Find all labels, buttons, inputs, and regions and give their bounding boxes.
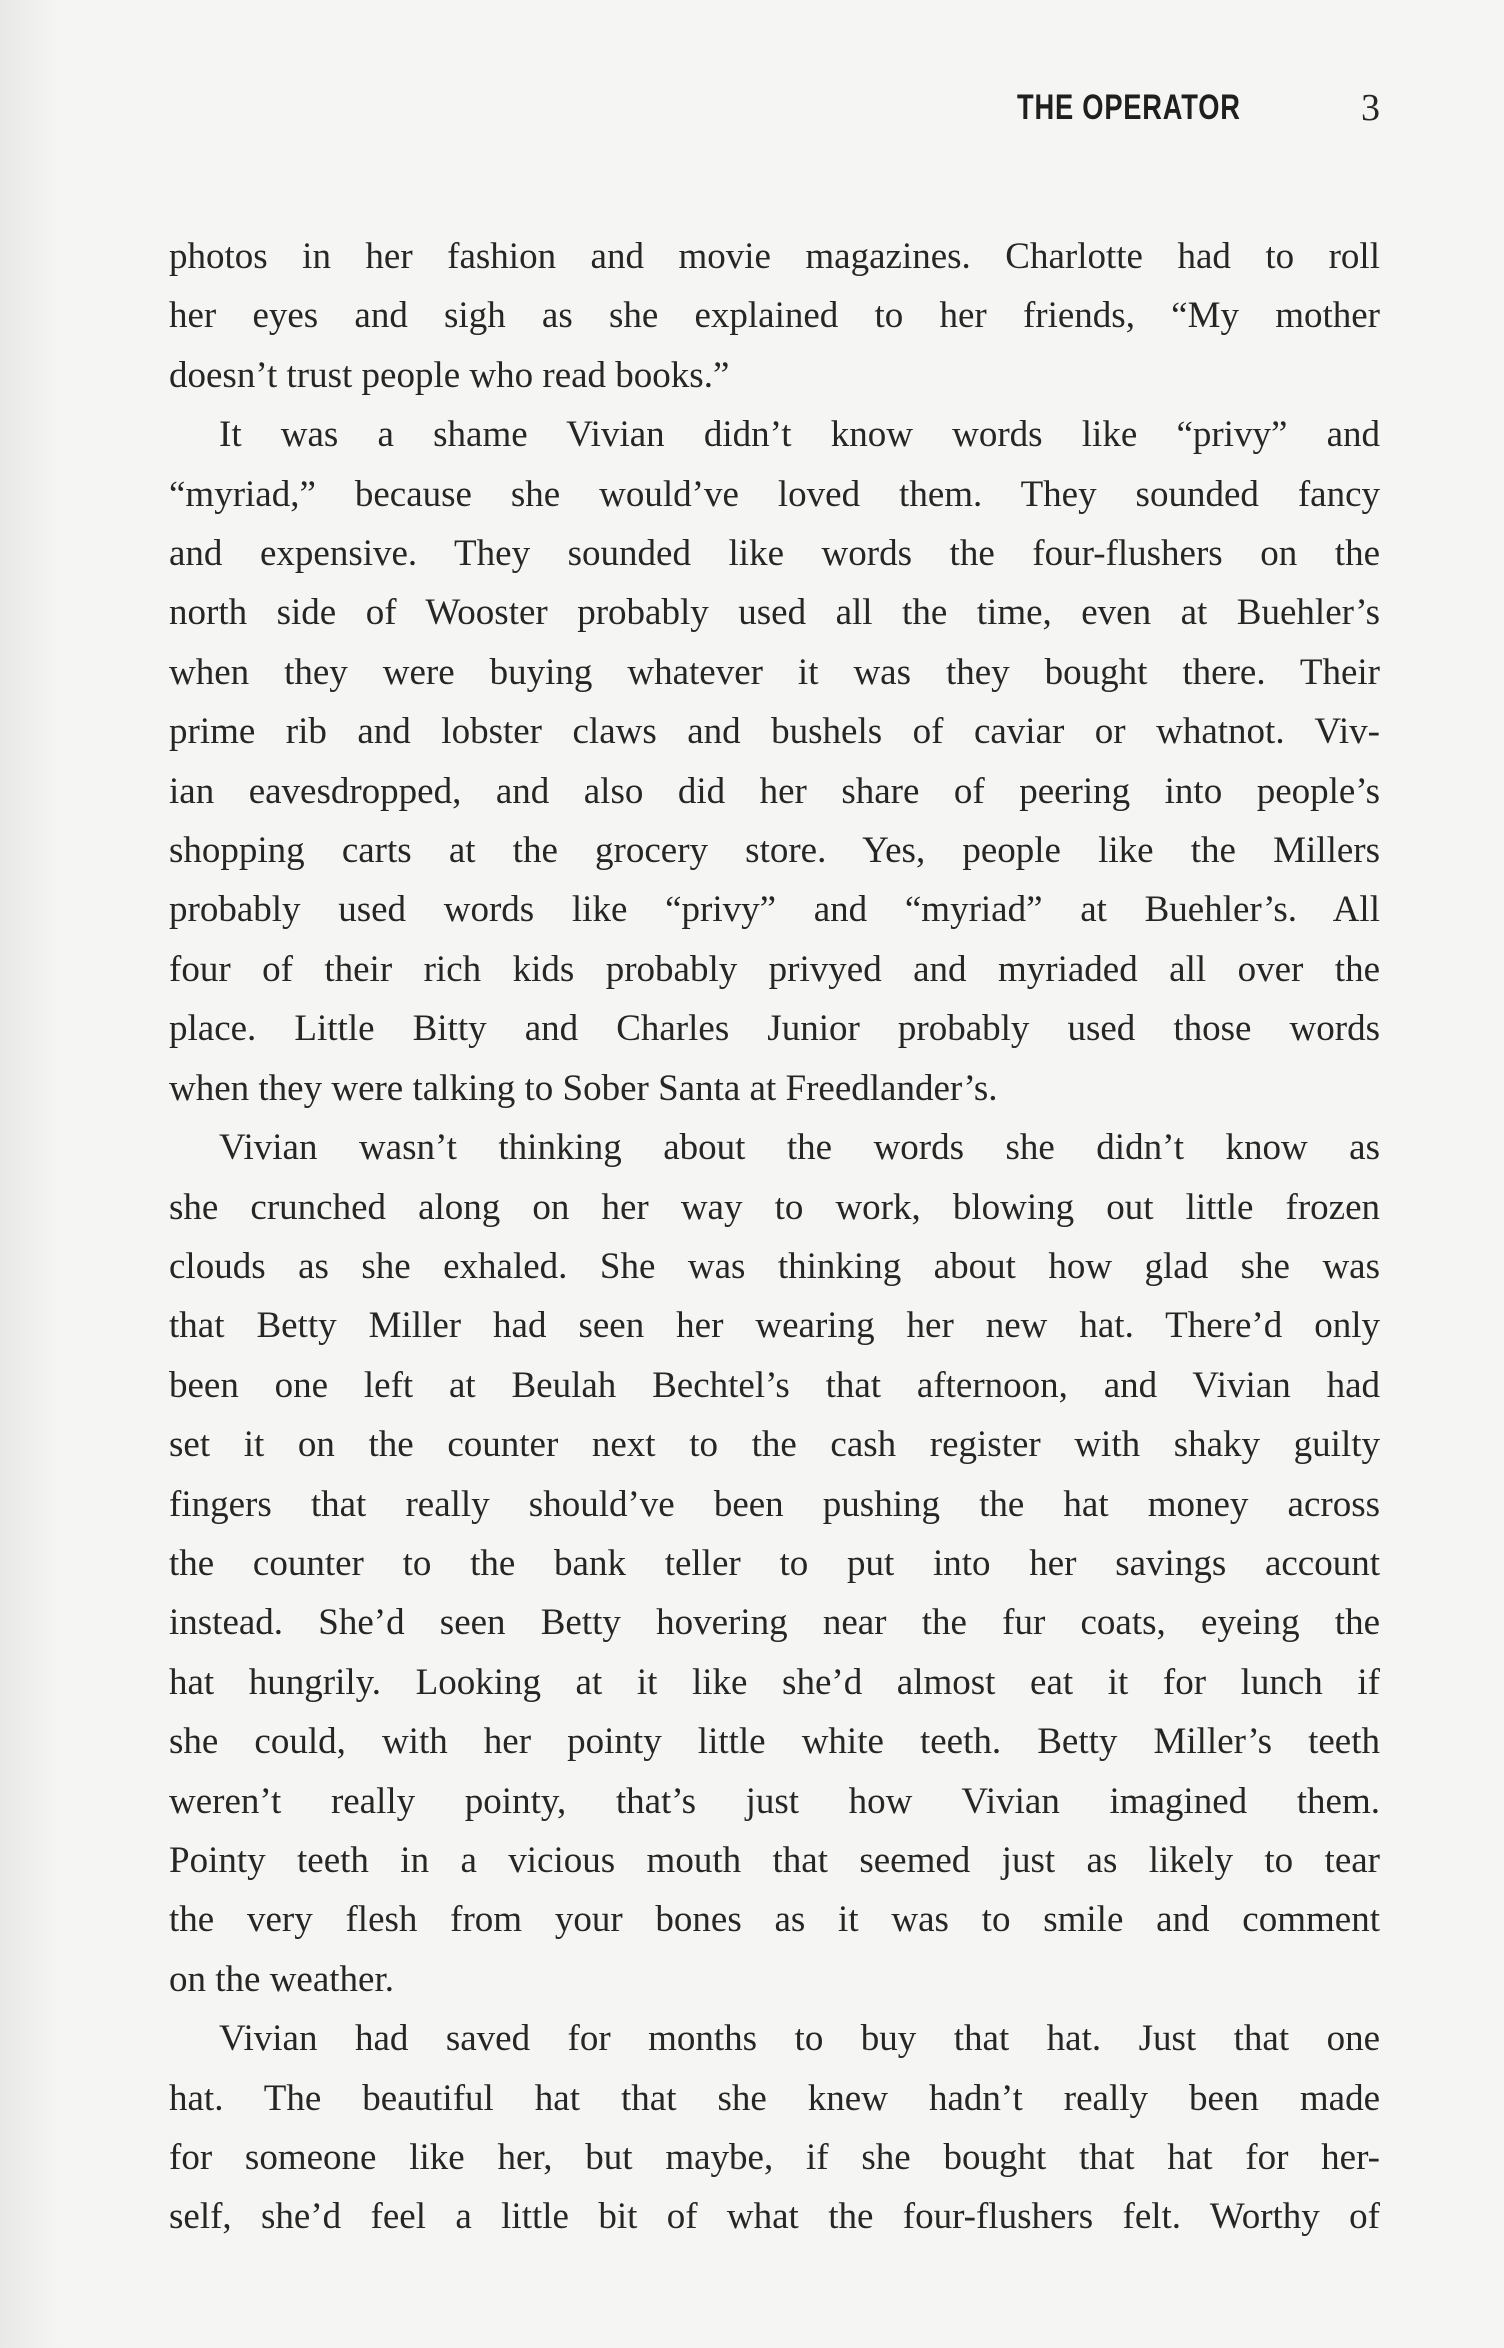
running-title: THE OPERATOR	[1017, 88, 1241, 127]
text-line: Pointy teeth in a vicious mouth that seemed just as likely to tear	[169, 1839, 1380, 1881]
text-line: been one left at Beulah Bechtel’s that afternoon, and Vivian had	[169, 1364, 1380, 1406]
text-line: when they were talking to Sober Santa at Freedlander’s.	[169, 1067, 998, 1109]
text-line: place. Little Bitty and Charles Junior probably used those words	[169, 1008, 1380, 1050]
paragraph	[169, 227, 1380, 405]
text-line: hat. The beautiful hat that she knew hadn’t really been made	[169, 2077, 1380, 2119]
text-line: she crunched along on her way to work, blowing out little frozen	[169, 1186, 1380, 1228]
text-line: the very flesh from your bones as it was to smile and comment	[169, 1899, 1380, 1941]
text-line: ian eavesdropped, and also did her share of peering into people’s	[169, 770, 1380, 812]
text-line: and expensive. They sounded like words the four-flushers on the	[169, 533, 1380, 575]
text-line: doesn’t trust people who read books.”	[169, 354, 730, 396]
paragraph	[169, 405, 1380, 1118]
body-text	[169, 227, 1380, 2247]
text-line: for someone like her, but maybe, if she bought that hat for her-	[169, 2137, 1380, 2178]
text-line: that Betty Miller had seen her wearing her new hat. There’d only	[169, 1305, 1380, 1347]
running-head	[1000, 80, 1380, 140]
text-line: when they were buying whatever it was they bought there. Their	[169, 651, 1380, 693]
text-line: hat hungrily. Looking at it like she’d almost eat it for lunch if	[169, 1661, 1380, 1703]
text-line: Vivian wasn’t thinking about the words she didn’t know as	[219, 1127, 1380, 1169]
text-line: four of their rich kids probably privyed and myriaded all over the	[169, 948, 1380, 990]
text-line: prime rib and lobster claws and bushels of caviar or whatnot. Viv-	[169, 711, 1380, 753]
text-line: shopping carts at the grocery store. Yes, people like the Millers	[169, 830, 1380, 872]
page-gutter-shadow	[0, 0, 60, 2348]
paragraph	[169, 1118, 1380, 2009]
text-line: her eyes and sigh as she explained to her friends, “My mother	[169, 295, 1380, 337]
text-line: set it on the counter next to the cash register with shaky guilty	[169, 1424, 1380, 1466]
paragraph	[169, 2009, 1380, 2247]
text-line: weren’t really pointy, that’s just how Vivian imagined them.	[169, 1780, 1380, 1822]
text-line: clouds as she exhaled. She was thinking about how glad she was	[169, 1245, 1380, 1287]
text-line: “myriad,” because she would’ve loved them. They sounded fancy	[169, 473, 1380, 515]
text-line: fingers that really should’ve been pushing the hat money across	[169, 1483, 1380, 1525]
text-line: Vivian had saved for months to buy that hat. Just that one	[219, 2018, 1380, 2060]
text-line: on the weather.	[169, 1958, 394, 2000]
text-line: instead. She’d seen Betty hovering near the fur coats, eyeing the	[169, 1602, 1380, 1644]
text-line: probably used words like “privy” and “myriad” at Buehler’s. All	[169, 889, 1380, 931]
text-line: she could, with her pointy little white teeth. Betty Miller’s teeth	[169, 1721, 1380, 1763]
text-line: self, she’d feel a little bit of what the four-flushers felt. Worthy of	[169, 2196, 1380, 2238]
page-number: 3	[1361, 87, 1380, 129]
text-line: the counter to the bank teller to put into her savings account	[169, 1542, 1380, 1584]
text-line: north side of Wooster probably used all the time, even at Buehler’s	[169, 592, 1380, 634]
text-line: It was a shame Vivian didn’t know words like “privy” and	[219, 414, 1380, 456]
text-line: photos in her fashion and movie magazines. Charlotte had to roll	[169, 236, 1380, 277]
